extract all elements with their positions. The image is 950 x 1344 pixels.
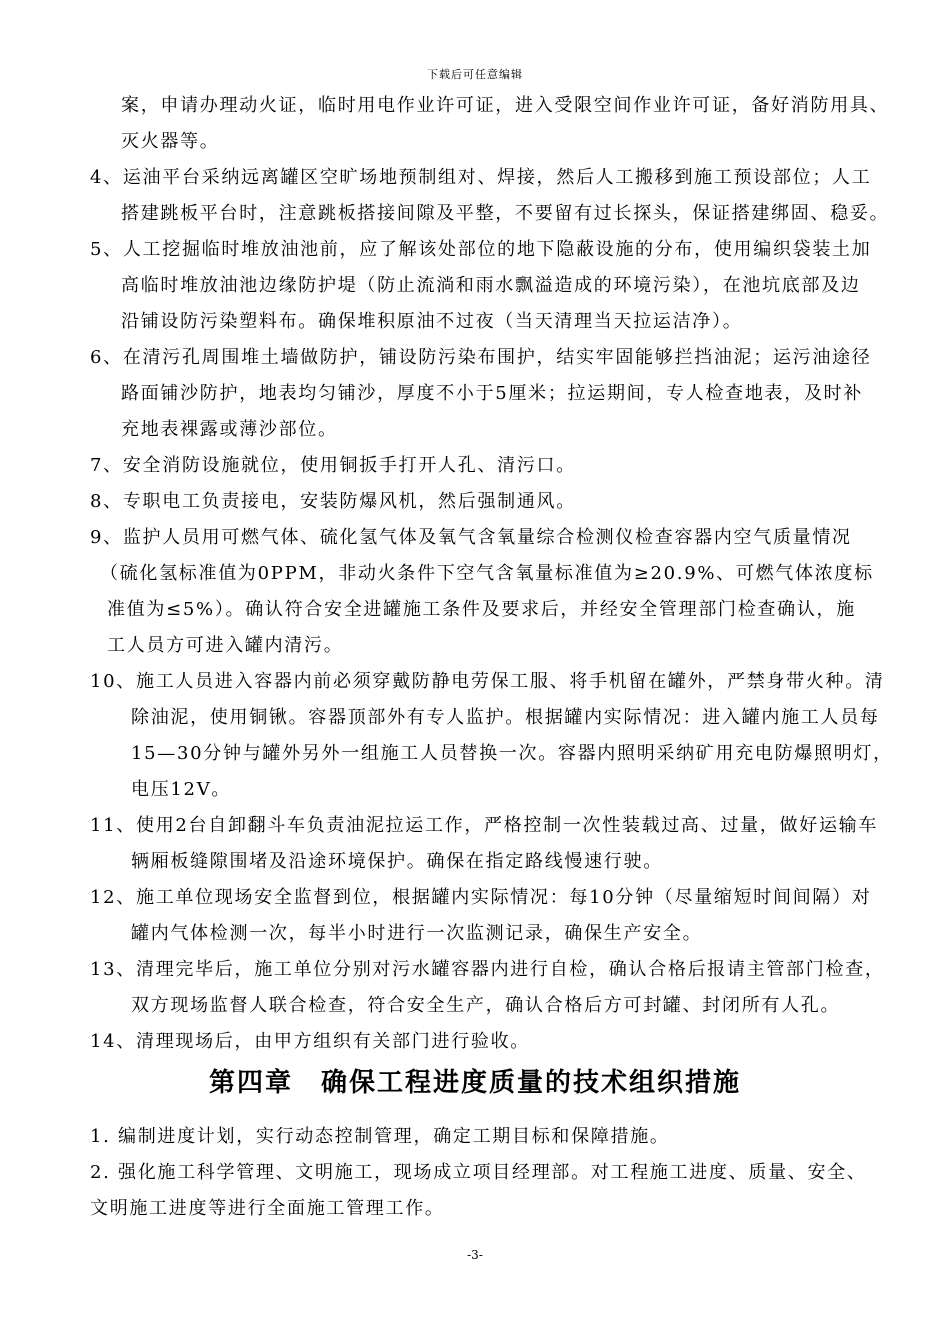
text-line: 1. 编制进度计划，实行动态控制管理，确定工期目标和保障措施。 — [90, 1126, 670, 1147]
text-line: 7、安全消防设施就位，使用铜扳手打开人孔、清污口。 — [90, 455, 576, 476]
text-line: 5、人工挖掘临时堆放油池前，应了解该处部位的地下隐蔽设施的分布，使用编织袋装土加 — [90, 239, 872, 260]
text-line: 充地表裸露或薄沙部位。 — [121, 419, 338, 440]
text-line: （硫化氢标准值为0PPM，非动火条件下空气含氧量标准值为≥20.9%、可燃气体浓度标 — [100, 563, 874, 584]
text-line: 除油泥，使用铜锹。容器顶部外有专人监护。根据罐内实际情况：进入罐内施工人员每 — [131, 707, 880, 728]
text-line: 8、专职电工负责接电，安装防爆风机，然后强制通风。 — [90, 491, 576, 512]
text-line: 高临时堆放油池边缘防护堤（防止流淌和雨水飘溢造成的环境污染），在池坑底部及边 — [121, 275, 861, 296]
text-line: 准值为≤5%）。确认符合安全进罐施工条件及要求后，并经安全管理部门检查确认，施 — [107, 599, 856, 620]
text-line: 辆厢板缝隙围堵及沿途环境保护。确保在指定路线慢速行驶。 — [131, 851, 663, 872]
text-line: 6、在清污孔周围堆土墙做防护，铺设防污染布围护，结实牢固能够拦挡油泥；运污油途径 — [90, 347, 872, 368]
text-line: 12、施工单位现场安全监督到位，根据罐内实际情况：每10分钟（尽量缩短时间间隔）对 — [90, 887, 872, 908]
text-line: 搭建跳板平台时，注意跳板搭接间隙及平整，不要留有过长探头，保证搭建绑固、稳妥。 — [121, 203, 890, 224]
text-line: 4、运油平台采纳远离罐区空旷场地预制组对、焊接，然后人工搬移到施工预设部位；人工 — [90, 167, 872, 188]
text-line: 电压12V。 — [131, 779, 232, 800]
page-number: -3- — [467, 1248, 483, 1262]
text-line: 14、清理现场后，由甲方组织有关部门进行验收。 — [90, 1031, 531, 1052]
chapter-title: 第四章 确保工程进度质量的技术组织措施 — [208, 1068, 741, 1098]
text-line: 13、清理完毕后，施工单位分别对污水罐容器内进行自检，确认合格后报请主管部门检查， — [90, 959, 885, 980]
page-header: 下载后可任意编辑 — [427, 68, 523, 81]
text-line: 工人员方可进入罐内清污。 — [107, 635, 344, 656]
text-line: 11、使用2台自卸翻斗车负责油泥拉运工作，严格控制一次性装载过高、过量，做好运输车 — [90, 815, 879, 836]
text-line: 路面铺沙防护，地表均匀铺沙，厚度不小于5厘米；拉运期间，专人检查地表，及时补 — [121, 383, 864, 404]
text-line: 2. 强化施工科学管理、文明施工，现场成立项目经理部。对工程施工进度、质量、安全、 — [90, 1162, 867, 1183]
text-line: 罐内气体检测一次，每半小时进行一次监测记录，确保生产安全。 — [131, 923, 703, 944]
text-line: 案，申请办理动火证，临时用电作业许可证，进入受限空间作业许可证，备好消防用具、 — [121, 95, 890, 116]
text-line: 9、监护人员用可燃气体、硫化氢气体及氧气含氧量综合检测仪检查容器内空气质量情况 — [90, 527, 852, 548]
text-line: 双方现场监督人联合检查，符合安全生产，确认合格后方可封罐、封闭所有人孔。 — [131, 995, 841, 1016]
text-line: 文明施工进度等进行全面施工管理工作。 — [90, 1198, 445, 1219]
text-line: 10、施工人员进入容器内前必须穿戴防静电劳保工服、将手机留在罐外，严禁身带火种。清 — [90, 671, 885, 692]
text-line: 灭火器等。 — [121, 131, 220, 152]
text-line: 15—30分钟与罐外另外一组施工人员替换一次。容器内照明采纳矿用充电防爆照明灯， — [131, 743, 893, 764]
text-line: 沿铺设防污染塑料布。确保堆积原油不过夜（当天清理当天拉运洁净）。 — [121, 311, 743, 332]
